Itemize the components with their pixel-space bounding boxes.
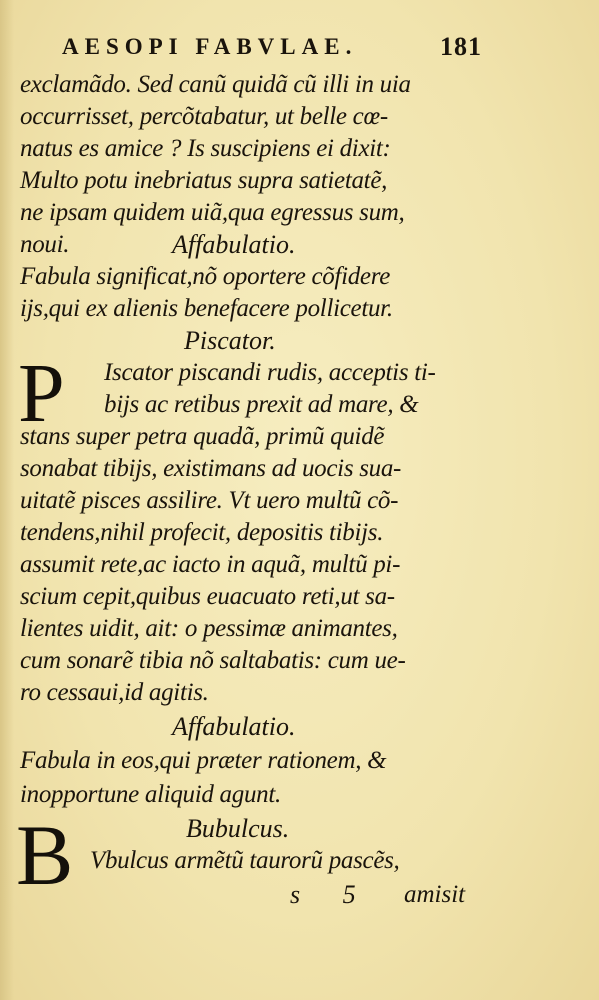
text-line-22: Fabula in eos,qui præter rationem, & <box>20 747 387 774</box>
fable-title-piscator: Piscator. <box>184 326 276 355</box>
text-line-7: Fabula significat,nõ oportere cõfidere <box>20 263 391 290</box>
fable-title-bubulcus: Bubulcus. <box>186 814 290 843</box>
text-line-11: bijs ac retibus prexit ad mare, & <box>104 391 419 418</box>
signature-mark: s 5 <box>290 880 374 909</box>
text-line-17: scium cepit,quibus euacuato reti,ut sa- <box>20 583 395 610</box>
text-line-6a: noui. <box>20 231 70 258</box>
moral-heading-2: Affabulatio. <box>172 712 296 741</box>
text-line-2: occurrisset, percõtabatur, ut belle cœ- <box>20 103 388 130</box>
text-line-20: ro cessaui,id agitis. <box>20 679 209 706</box>
running-head: AESOPI FABVLAE. <box>62 34 358 59</box>
text-line-14: uitatẽ pisces assilire. Vt uero multũ cõ- <box>20 487 399 514</box>
text-line-3: natus es amice ? Is suscipiens ei dixit: <box>20 135 391 162</box>
text-line-8: ijs,qui ex alienis benefacere pollicetur. <box>20 295 393 322</box>
text-line-23: inopportune aliquid agunt. <box>20 781 281 808</box>
text-line-19: cum sonarẽ tibia nõ saltabatis: cum ue- <box>20 647 406 674</box>
moral-heading-1: Affabulatio. <box>172 230 296 259</box>
text-line-5: ne ipsam quidem uiã,qua egressus sum, <box>20 199 405 226</box>
text-line-1: exclamãdo. Sed canũ quidã cũ illi in uia <box>20 71 411 98</box>
drop-cap-p: P <box>18 347 65 440</box>
page-number: 181 <box>440 32 482 61</box>
gutter-shadow <box>0 0 14 1000</box>
text-line-10: Iscator piscandi rudis, acceptis ti- <box>104 359 436 386</box>
text-line-12: stans super petra quadã, primũ quidẽ <box>20 423 385 450</box>
text-line-18: lientes uidit, ait: o pessimæ animantes, <box>20 615 398 642</box>
text-line-15: tendens,nihil profecit, depositis tibijs. <box>20 519 384 546</box>
catchword: amisit <box>404 881 466 908</box>
text-line-13: sonabat tibijs, existimans ad uocis sua- <box>20 455 402 482</box>
page-header <box>62 30 482 64</box>
text-line-4: Multo potu inebriatus supra satietatẽ, <box>20 167 388 194</box>
text-line-16: assumit rete,ac iacto in aquã, multũ pi- <box>20 551 401 578</box>
drop-cap-b: B <box>16 807 74 903</box>
text-line-25: Vbulcus armẽtũ taurorũ pascẽs, <box>90 847 400 874</box>
